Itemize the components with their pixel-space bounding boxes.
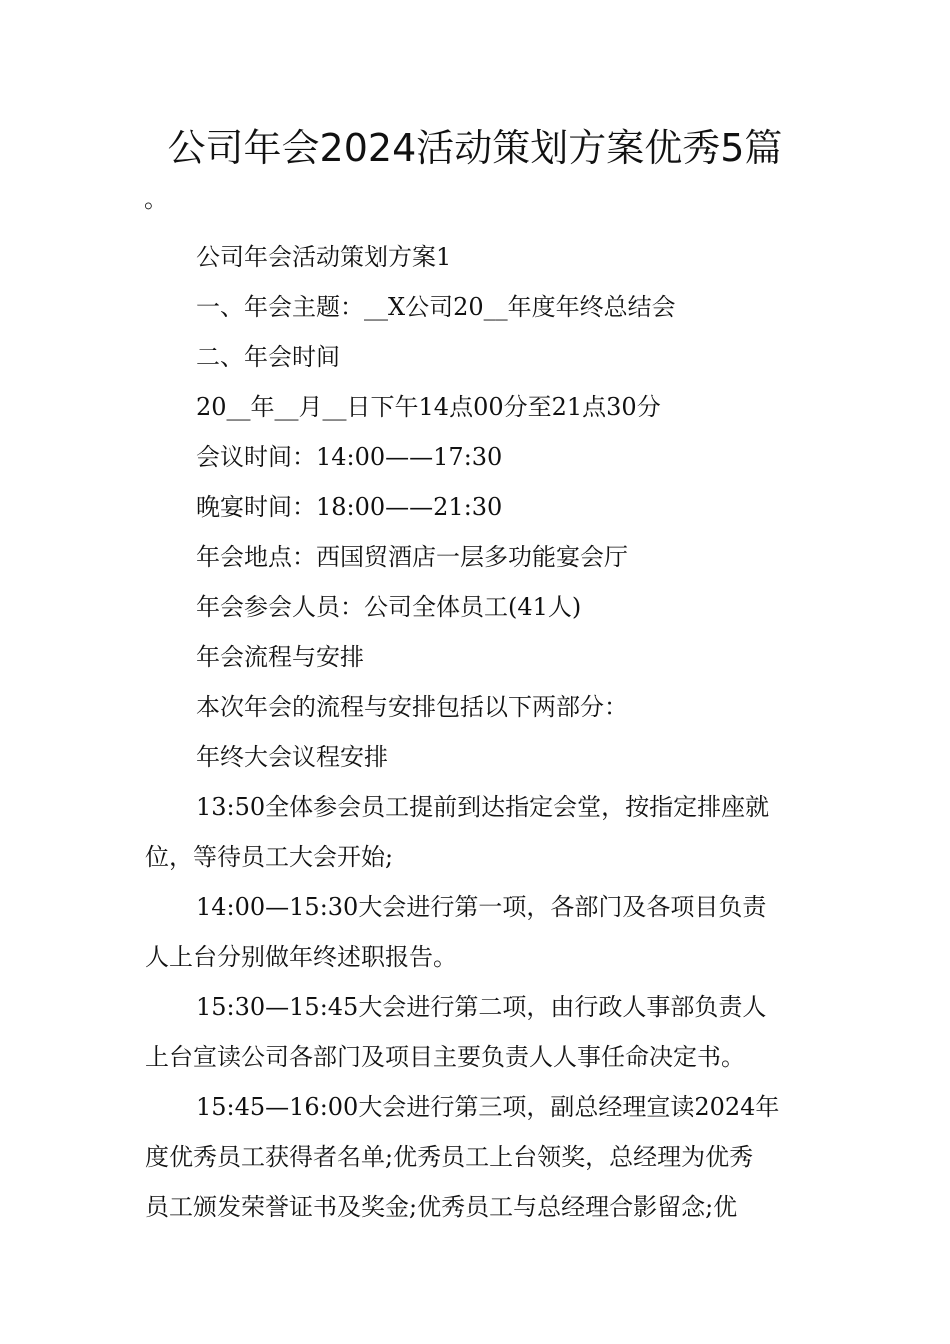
paragraph-line: 位，等待员工大会开始; <box>145 843 394 871</box>
paragraph-line: 上台宣读公司各部门及项目主要负责人人事任命决定书。 <box>145 1043 745 1071</box>
paragraph-line: 年终大会议程安排 <box>196 743 388 771</box>
paragraph-line: 一、年会主题：__X公司20__年度年终总结会 <box>196 293 676 321</box>
paragraph <box>145 732 813 782</box>
paragraph-line: 本次年会的流程与安排包括以下两部分： <box>196 693 628 721</box>
paragraph-line: 人上台分别做年终述职报告。 <box>145 943 457 971</box>
paragraph-line: 年会参会人员：公司全体员工(41人) <box>196 593 582 621</box>
document-title: 公司年会2024活动策划方案优秀5篇 <box>167 126 783 170</box>
paragraph <box>145 382 813 432</box>
punctuation-mark: 。 <box>144 185 168 213</box>
paragraph <box>145 582 813 632</box>
paragraph-line: 年会流程与安排 <box>196 643 364 671</box>
paragraph <box>145 682 813 732</box>
paragraph-line: 晚宴时间：18:00——21:30 <box>196 493 503 521</box>
paragraph <box>145 982 813 1082</box>
paragraph <box>145 532 813 582</box>
paragraph <box>145 882 813 982</box>
paragraph <box>145 282 813 332</box>
paragraph-line: 14:00—15:30大会进行第一项，各部门及各项目负责 <box>196 893 767 921</box>
paragraph-line: 度优秀员工获得者名单;优秀员工上台领奖，总经理为优秀 <box>145 1143 754 1171</box>
paragraph-line: 15:30—15:45大会进行第二项，由行政人事部负责人 <box>196 993 767 1021</box>
paragraph-line: 20__年__月__日下午14点00分至21点30分 <box>196 393 661 421</box>
paragraph <box>145 632 813 682</box>
paragraph-line: 15:45—16:00大会进行第三项，副总经理宣读2024年 <box>196 1093 780 1121</box>
paragraph <box>145 232 813 282</box>
paragraph <box>145 332 813 382</box>
paragraph <box>145 432 813 482</box>
paragraph-line: 公司年会活动策划方案1 <box>196 243 452 271</box>
paragraph <box>145 782 813 882</box>
paragraph-line: 会议时间：14:00——17:30 <box>196 443 503 471</box>
document-body <box>145 232 813 1232</box>
paragraph-line: 二、年会时间 <box>196 343 340 371</box>
paragraph <box>145 482 813 532</box>
paragraph-line: 13:50全体参会员工提前到达指定会堂，按指定排座就 <box>196 793 770 821</box>
paragraph-line: 员工颁发荣誉证书及奖金;优秀员工与总经理合影留念;优 <box>145 1193 738 1221</box>
paragraph <box>145 1082 813 1232</box>
paragraph-line: 年会地点：西国贸酒店一层多功能宴会厅 <box>196 543 628 571</box>
